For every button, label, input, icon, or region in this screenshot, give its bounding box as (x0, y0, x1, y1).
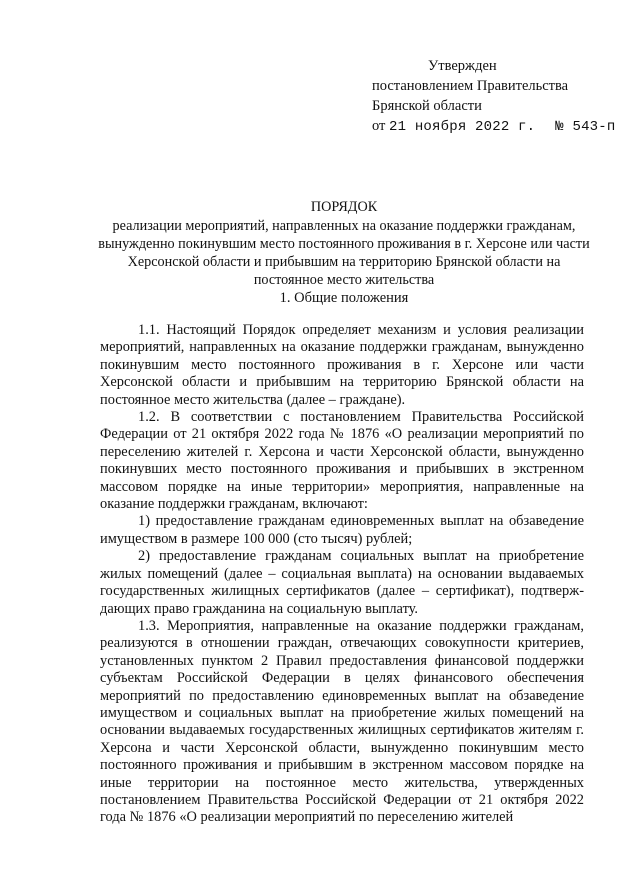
list-item-2: 2) предоставление гражданам социальных выплат на приобретение жилых помещений (далее – социальная выплата) на основании выдаваемых государственных жилищных сертификатов (далее – сертификат), подтверж-дающих право гражданина на социальную выплату. (100, 548, 584, 617)
approval-stamp (372, 56, 615, 137)
list-item-1: 1) предоставление гражданам единовременных выплат на обзаведение имуществом в размере 100 000 (сто тысяч) рублей; (100, 513, 584, 547)
approval-line-2: постановлением Правительства (372, 78, 569, 94)
paragraph-1-3: 1.3. Мероприятия, направленные на оказание поддержки гражданам, реализуются в отношении граждан, отвечающих совокупности критериев, установленных пунктом 2 Правил предоставления финансовой поддержки субъектам Российской Федерации в целях финансового обеспечения мероприятий по предоставлению единовременных выплат на обзаведение имуществом и социальных выплат на приобретение жилых помещений на основании выдаваемых государственных жилищных сертификатов жителям г. Херсона и части Херсонской области, вынужденно покинувшим место постоянного проживания и прибывшим в экстренном массовом порядке на иные территории на постоянное место жительства, утвержденных постановлением Правительства Российской Федерации от 21 октября 2022 года № 1876 «О реализации мероприятий по переселению жителей (100, 617, 584, 826)
paragraph-1-1: 1.1. Настоящий Порядок определяет механизм и условия реализации мероприятий, направленных на оказание поддержки гражданам, вынужденно покинувшим место постоянного проживания в г. Херсоне или части Херсонской области и прибывшим на территорию Брянской области на постоянное место жительства (далее – граждане). (100, 322, 584, 408)
section-heading: 1. Общие положения (279, 290, 409, 306)
title-heading: ПОРЯДОК (310, 199, 378, 215)
document-title (96, 198, 592, 289)
paragraph-1-2: 1.2. В соответствии с постановлением Правительства Российской Федерации от 21 октября 2022 года № 1876 «О реализации мероприятий по переселению жителей г. Херсона и части Херсонской области, вынужденно покинувших место постоянного проживания и прибывших в экстренном массовом порядке на иные территории» мероприятия, направленные на оказание поддержки гражданам, включают: (100, 409, 584, 513)
approval-line-3: Брянской области (372, 98, 482, 114)
approval-date-prefix: от (372, 118, 386, 134)
approval-date-line (372, 116, 615, 137)
approval-number: № 543-п (555, 119, 616, 135)
title-subtitle: реализации мероприятий, направленных на оказание поддержки гражданам, вынужденно покинувшим место постоянного проживания в г. Херсоне или части Херсонской области и прибывшим на территорию Брянской области на постоянное место жительства (98, 218, 590, 288)
approval-date: 21 ноября 2022 г. (389, 119, 536, 135)
document-body (100, 322, 584, 827)
approval-line-1: Утвержден (428, 58, 497, 74)
